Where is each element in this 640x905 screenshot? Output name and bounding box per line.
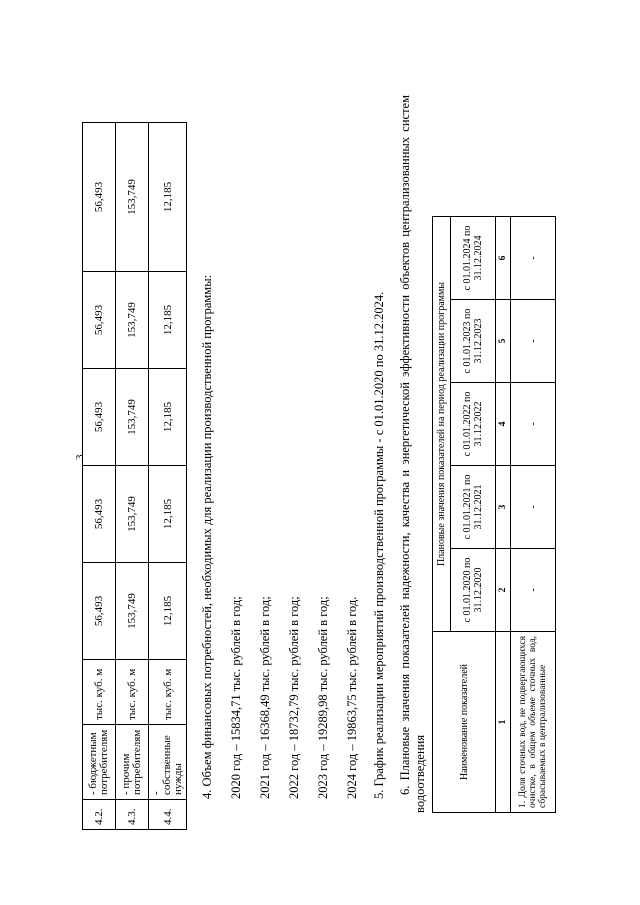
- row-value: 56,493: [83, 369, 116, 466]
- row-number: 4.3.: [116, 800, 149, 830]
- row-value: 56,493: [83, 123, 116, 272]
- indicator-value: -: [511, 217, 556, 300]
- period-header: с 01.01.2023 по 31.12.2023: [451, 300, 496, 383]
- indicator-value: -: [511, 300, 556, 383]
- indicator-value: -: [511, 383, 556, 466]
- row-value: 153,749: [116, 563, 149, 660]
- row-value: 153,749: [116, 272, 149, 369]
- row-unit: тыс. куб. м: [116, 660, 149, 725]
- finance-2024: 2024 год – 19863,75 тыс. рублей в год.: [345, 596, 359, 799]
- volume-row: [149, 123, 187, 830]
- section6-text: 6. Плановые значения показателей надежности, качества и энергетической эффективности объектов централизованных систем водоотведения: [398, 95, 427, 813]
- finance-2023: 2023 год – 19289,98 тыс. рублей в год;: [316, 596, 330, 799]
- row-value: 12,185: [149, 123, 187, 272]
- finance-2022: 2022 год – 18732,79 тыс. рублей в год;: [287, 596, 301, 799]
- row-unit: тыс. куб. м: [149, 660, 187, 725]
- column-index: 1: [496, 632, 511, 813]
- period-header: с 01.01.2020 по 31.12.2020: [451, 549, 496, 632]
- row-number: 4.2.: [83, 800, 116, 830]
- period-header: с 01.01.2024 по 31.12.2024: [451, 217, 496, 300]
- row-number: 4.4.: [149, 800, 187, 830]
- row-value: 56,493: [83, 466, 116, 563]
- finance-2020: 2020 год – 15834,71 тыс. рублей в год;: [229, 596, 243, 799]
- row-name: - прочим потребителям: [116, 725, 149, 800]
- section5-text: 5. График реализации мероприятий производственной программы - с 01.01.2020 по 31.12.2024.: [372, 291, 386, 799]
- period-header: с 01.01.2021 по 31.12.2021: [451, 466, 496, 549]
- row-value: 12,185: [149, 563, 187, 660]
- column-index: 2: [496, 549, 511, 632]
- indicator-name: 1. Доля сточных вод, не подвергающихся очистке, в общем объеме сточных вод, сбрасываемых в централизованные: [511, 632, 556, 813]
- volume-table: [82, 122, 187, 830]
- col-name-header: Наименование показателей: [433, 632, 496, 813]
- page-number: 3: [74, 454, 86, 460]
- group-header: Плановые значения показателей на период реализации программы: [433, 217, 451, 632]
- volume-row: [116, 123, 149, 830]
- column-index: 4: [496, 383, 511, 466]
- indicator-value: -: [511, 549, 556, 632]
- volume-row: [83, 123, 116, 830]
- row-unit: тыс. куб. м: [83, 660, 116, 725]
- section4-heading: 4. Объем финансовых потребностей, необходимых для реализации производственной программы:: [200, 274, 214, 799]
- column-index: 5: [496, 300, 511, 383]
- row-value: 153,749: [116, 466, 149, 563]
- row-name: - бюджетным потребителям: [83, 725, 116, 800]
- row-value: 12,185: [149, 369, 187, 466]
- row-value: 153,749: [116, 123, 149, 272]
- period-header: с 01.01.2022 по 31.12.2022: [451, 383, 496, 466]
- row-value: 153,749: [116, 369, 149, 466]
- finance-2021: 2021 год – 16368,49 тыс. рублей в год;: [258, 596, 272, 799]
- row-value: 12,185: [149, 466, 187, 563]
- row-name: - собственные нужды: [149, 725, 187, 800]
- row-value: 56,493: [83, 563, 116, 660]
- column-index: 3: [496, 466, 511, 549]
- column-index: 6: [496, 217, 511, 300]
- row-value: 56,493: [83, 272, 116, 369]
- indicator-value: -: [511, 466, 556, 549]
- row-value: 12,185: [149, 272, 187, 369]
- section6-heading: [398, 95, 428, 813]
- indicators-table: [432, 216, 556, 813]
